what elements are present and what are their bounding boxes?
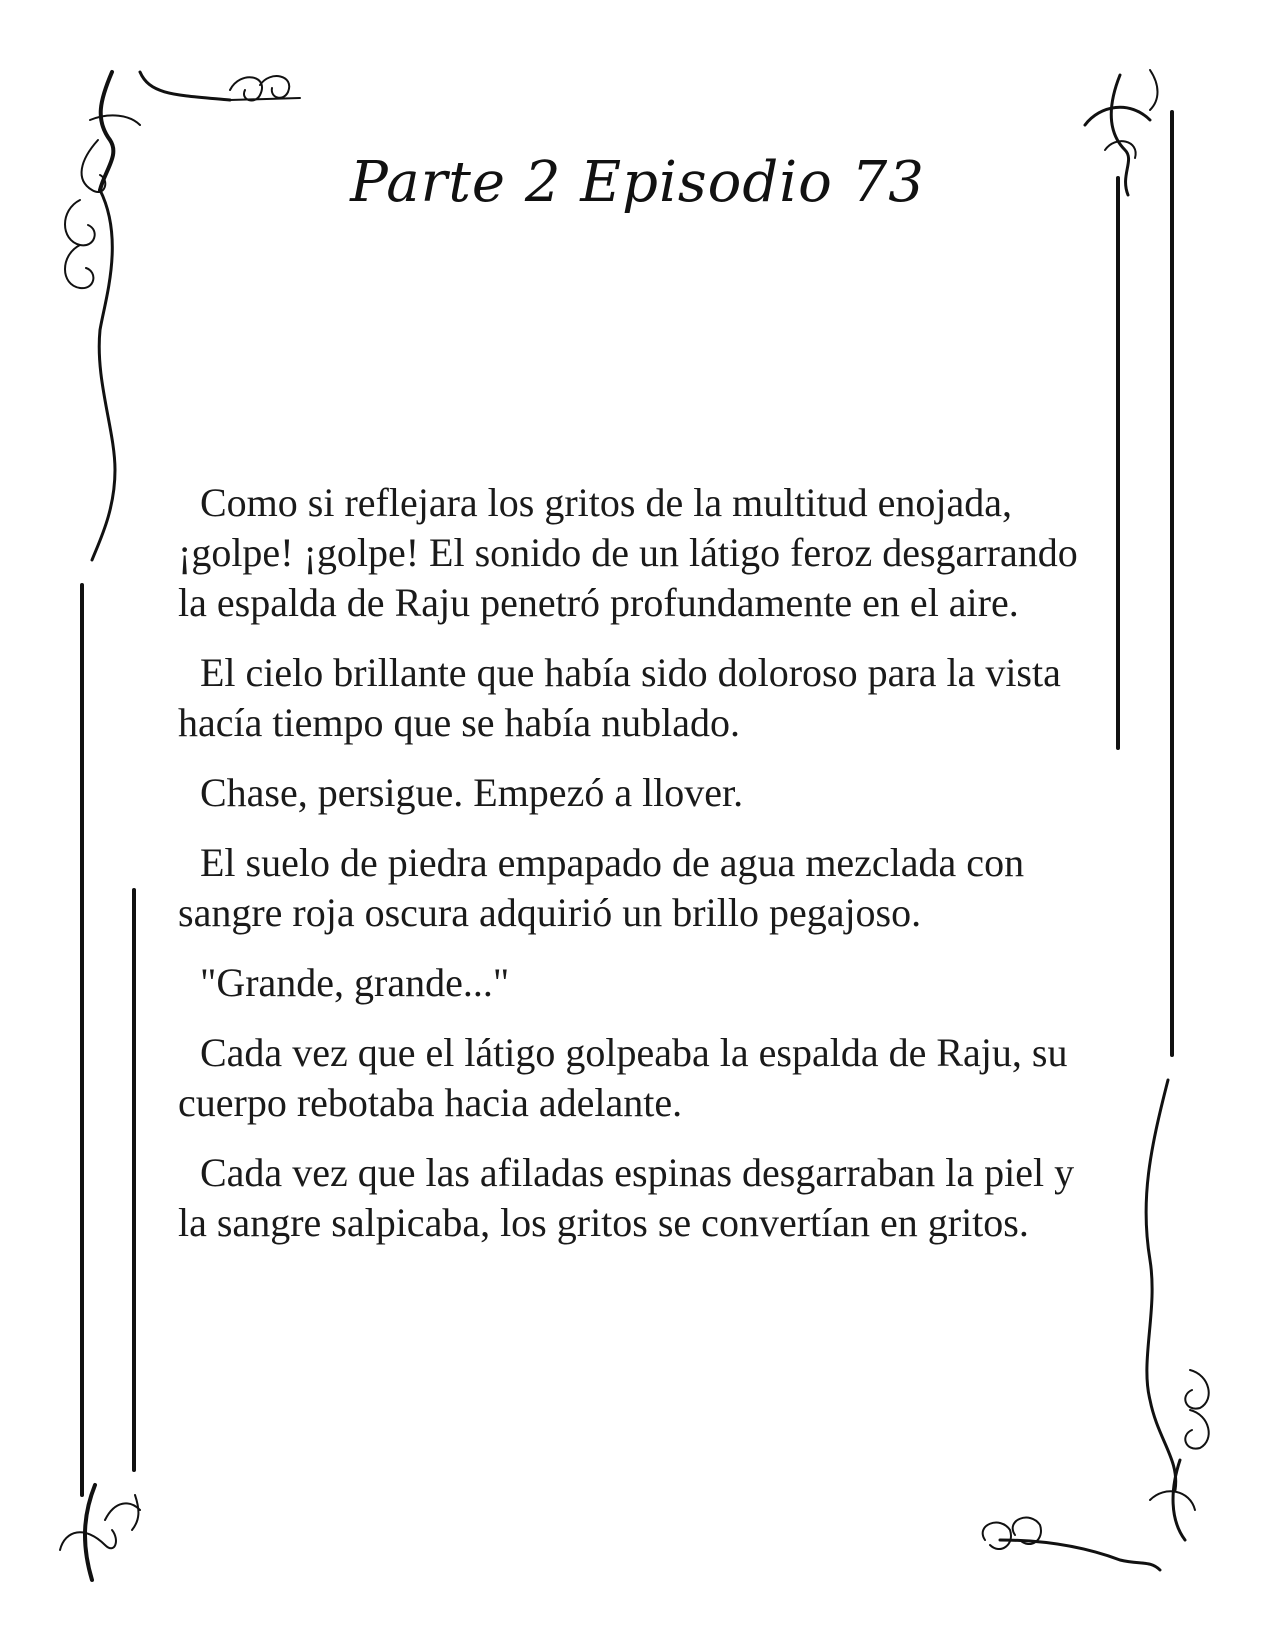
- paragraph: Cada vez que las afiladas espinas desgarraban la piel y la sangre salpicaba, los gritos se convertían en gritos.: [178, 1150, 1075, 1245]
- paragraph: Cada vez que el látigo golpeaba la espalda de Raju, su cuerpo rebotaba hacia adelante.: [178, 1030, 1068, 1125]
- paragraph: Como si reflejara los gritos de la multitud enojada, ¡golpe! ¡golpe! El sonido de un látigo feroz desgarrando la espalda de Raju penetró profundamente en el aire.: [178, 480, 1078, 625]
- paragraph: El cielo brillante que había sido doloroso para la vista hacía tiempo que se había nublado.: [178, 650, 1061, 745]
- paragraph: "Grande, grande...": [200, 960, 510, 1005]
- story-text: [178, 478, 1098, 1268]
- page-title: Parte 2 Episodio 73: [350, 150, 925, 215]
- paragraph: Chase, persigue. Empezó a llover.: [200, 770, 744, 815]
- paragraph: El suelo de piedra empapado de agua mezclada con sangre roja oscura adquirió un brillo pegajoso.: [178, 840, 1025, 935]
- bottom-left-flourish-icon: [60, 1485, 140, 1580]
